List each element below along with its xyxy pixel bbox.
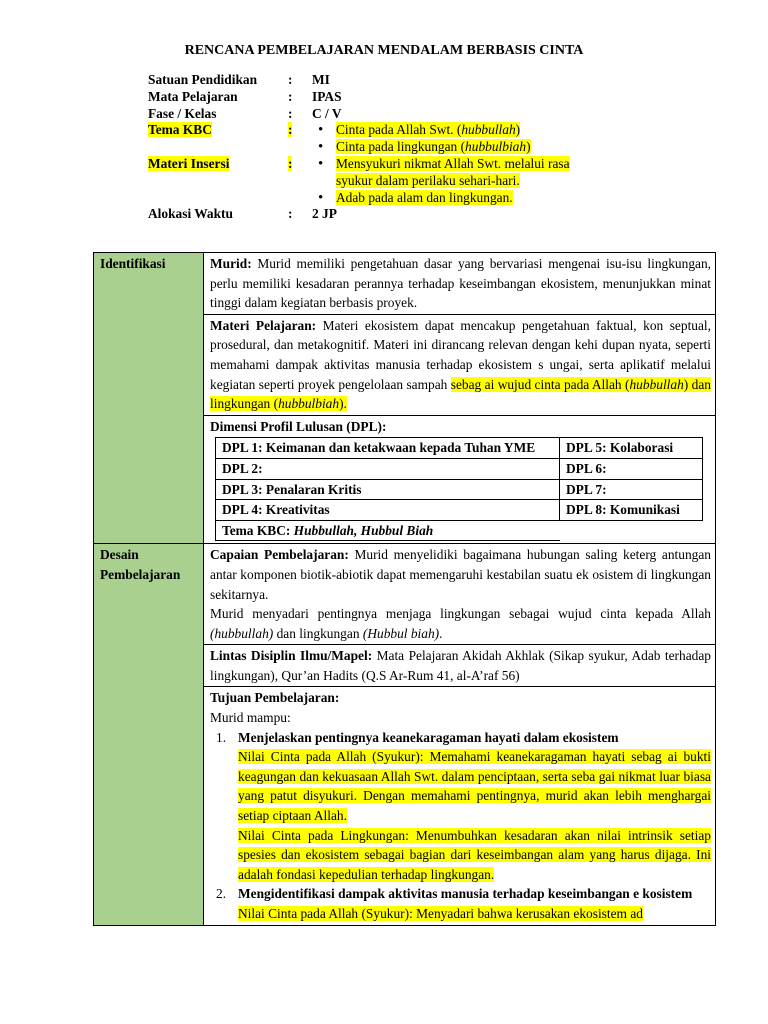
plan-table	[93, 252, 716, 926]
info-block	[148, 72, 618, 223]
colon: :	[288, 72, 293, 87]
tema-item: • Cinta pada Allah Swt. (hubbullah)	[312, 122, 618, 139]
colon: :	[288, 88, 293, 104]
tujuan-intro: Murid mampu:	[210, 710, 291, 726]
alokasi-label: Alokasi Waktu	[148, 206, 233, 222]
colon: :	[288, 206, 293, 222]
mapel-label: Mata Pelajaran	[148, 88, 238, 104]
info-row-fase	[148, 106, 618, 123]
dpl-label: Dimensi Profil Lulusan (DPL):	[210, 418, 387, 434]
alokasi-value: 2 JP	[312, 206, 337, 222]
desain-cell: Desain Pembelajaran	[94, 544, 204, 925]
lintas-cell: Lintas Disiplin Ilmu/Mapel: Mata Pelajaran Akidah Akhlak (Sikap syukur, Adab terhadap lingkungan), Qur’an Hadits (Q.S Ar-Rum 41, al-A’raf 56)	[204, 645, 716, 687]
document-title: RENCANA PEMBELAJARAN MENDALAM BERBASIS CINTA	[184, 43, 584, 58]
mapel-value: IPAS	[312, 88, 342, 104]
info-row-satuan	[148, 72, 618, 89]
satuan-label: Satuan Pendidikan	[148, 72, 258, 87]
fase-value: C / V	[312, 105, 342, 121]
tujuan-cell	[204, 687, 716, 925]
dpl-row: DPL 3: Penalaran Kritis DPL 7:	[216, 479, 703, 500]
tujuan-label: Tujuan Pembelajaran:	[210, 690, 340, 706]
materi-item: • Adab pada alam dan lingkungan.	[312, 190, 618, 207]
tema-kbc-row: Tema KBC: Hubbullah, Hubbul Biah	[216, 520, 703, 541]
info-row-tema	[148, 122, 618, 156]
materi-insersi-label: Materi Insersi	[148, 155, 230, 171]
colon: :	[288, 155, 293, 171]
satuan-value: MI	[312, 72, 330, 87]
info-row-alokasi	[148, 206, 618, 223]
capaian-cell: Capaian Pembelajaran: Murid menyelidiki bagaimana hubungan saling keterg antungan antar komponen biotik-abiotik dapat memengaruhi kestabilan suatu ek osistem di lingkungan sekitarnya. Murid menyadari pentingnya menjaga lingkungan sebagai wujud cinta kepada Allah (hubbullah) dan lingkungan (Hubbul biah).	[204, 544, 716, 645]
tujuan-item: 1. Menjelaskan pentingnya keanekaragaman hayati dalam ekosistem Nilai Cinta pada Allah (Syukur): Memahami keanekaragaman hayati sebag ai bukti keagungan dan kekuasaan Allah Swt. dalam penciptaan, serta seba gai nikmat luar biasa yang patut disyukuri. Dengan memahami pentingnya, murid akan lebih menghargai setiap ciptaan Allah. Nilai Cinta pada Lingkungan: Menumbuhkan kesadaran akan nilai intrinsik setiap spesies dan ekosistem sebagai bagian dari keseimbangan alam yang harus dijaga. Ini adalah fondasi kepedulian terhadap lingkungan.	[216, 729, 711, 882]
tema-item: • Cinta pada lingkungan (hubbulbiah)	[312, 139, 618, 156]
identifikasi-cell: Identifikasi	[94, 253, 204, 544]
tema-label: Tema KBC	[148, 122, 212, 138]
tema-list	[312, 122, 618, 156]
dpl-row: DPL 1: Keimanan dan ketakwaan kepada Tuhan YME DPL 5: Kolaborasi	[216, 438, 703, 459]
dpl-cell	[204, 415, 716, 544]
colon: :	[288, 105, 293, 121]
tujuan-list	[210, 728, 711, 924]
dpl-row: DPL 2: DPL 6:	[216, 458, 703, 479]
tujuan-item: 2. Mengidentifikasi dampak aktivitas manusia terhadap keseimbangan e kosistem Nilai Cinta pada Allah (Syukur): Menyadari bahwa kerusakan ekosistem ad	[216, 886, 693, 921]
colon: :	[288, 122, 293, 138]
fase-label: Fase / Kelas	[148, 105, 217, 121]
dpl-row: DPL 4: Kreativitas DPL 8: Komunikasi	[216, 500, 703, 521]
materi-pelajaran-cell: Materi Pelajaran: Materi ekosistem dapat mencakup pengetahuan faktual, kon septual, prosedural, dan metakognitif. Materi ini dirancang relevan dengan kehi dupan nyata, seperti memahami dampak aktivitas manusia terhadap ekosistem s ungai, serta aplikatif melalui kegiatan seperti proyek pengelolaan sampah sebag ai wujud cinta pada Allah (hubbullah) dan lingkungan (hubbulbiah).	[204, 314, 716, 415]
materi-item: • Mensyukuri nikmat Allah Swt. melalui rasa syukur dalam perilaku sehari-hari.	[312, 156, 618, 190]
murid-cell: Murid: Murid memiliki pengetahuan dasar yang bervariasi mengenai isu-isu lingkungan, perlu memiliki kesadaran perannya terhadap keseimbangan ekosistem, menunjukkan minat tinggi dalam kegiatan berbasis proyek.	[204, 253, 716, 315]
info-row-mapel	[148, 89, 618, 106]
materi-list	[312, 156, 618, 206]
info-row-materi	[148, 156, 618, 206]
dpl-table	[215, 437, 703, 541]
